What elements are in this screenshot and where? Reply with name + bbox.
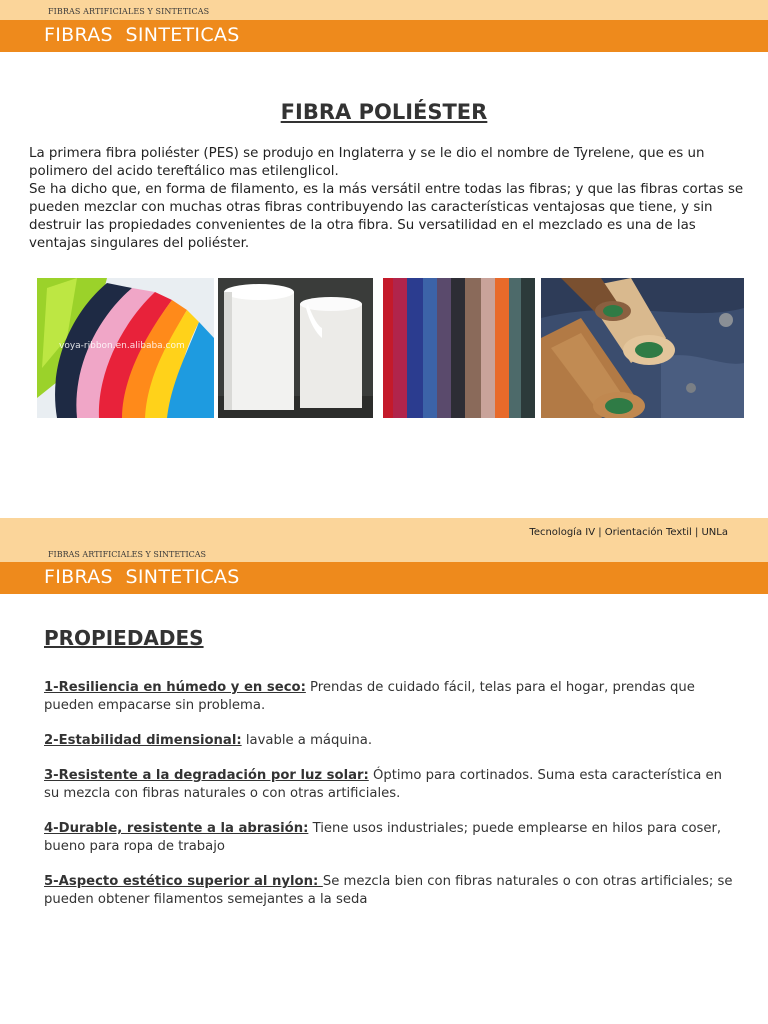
paragraph-1: La primera fibra poliéster (PES) se produjo en Inglaterra y se le dio el nombre de Tyrelene, que es un polimero del acido tereftálico mas etilenglicol.: [29, 146, 705, 179]
property-text: lavable a máquina.: [241, 733, 373, 748]
slide-divider-band: [0, 518, 768, 562]
slide2-header-bar: [0, 562, 768, 594]
slide2-title: PROPIEDADES: [44, 626, 204, 650]
property-text: Óptimo para cortinados. Suma esta característica en su mezcla con fibras naturales o con otras artificiales.: [44, 768, 722, 801]
paragraph-2: Se ha dicho que, en forma de filamento, es la más versátil entre todas las fibras; y que las fibras cortas se pueden mezclar con muchas otras fibras contribuyendo las características ventajosas que tiene, y sin destruir las propiedades convenientes de la otra fibra. Su versatilidad en el mezclado es una de las ventajas singulares del poliéster.: [29, 182, 744, 251]
property-heading: 1-Resiliencia en húmedo y en seco:: [44, 680, 306, 695]
fabric-swatches-photo: [383, 278, 535, 418]
property-heading: 2-Estabilidad dimensional:: [44, 733, 242, 748]
footer-credit: Tecnología IV | Orientación Textil | UNLa: [529, 527, 728, 538]
property-item: [44, 820, 734, 856]
property-item: [44, 767, 734, 803]
slide1-body: [29, 145, 757, 253]
property-text: Prendas de cuidado fácil, telas para el hogar, prendas que pueden empacarse sin problema.: [44, 680, 695, 713]
slide1-title: FIBRA POLIÉSTER: [280, 100, 488, 124]
slide1-header-small: FIBRAS ARTIFICIALES Y SINTETICAS: [48, 7, 210, 16]
property-text: Se mezcla bien con fibras naturales o con otras artificiales; se pueden obtener filamentos semejantes a la seda: [44, 874, 733, 907]
thread-spools-photo: [541, 278, 744, 418]
slide2-header-small: FIBRAS ARTIFICIALES Y SINTETICAS: [48, 550, 207, 559]
property-item: [44, 732, 734, 750]
slide1-header-bar: [0, 20, 768, 52]
slide1-header-title: FIBRAS SINTETICAS: [44, 24, 240, 46]
property-item: [44, 679, 734, 715]
property-heading: 5-Aspecto estético superior al nylon:: [44, 874, 323, 889]
property-heading: 3-Resistente a la degradación por luz solar:: [44, 768, 369, 783]
ribbons-photo: [37, 278, 214, 418]
white-rolls-photo: [218, 278, 373, 418]
property-text: Tiene usos industriales; puede emplearse en hilos para coser, bueno para ropa de trabajo: [44, 821, 722, 854]
property-heading: 4-Durable, resistente a la abrasión:: [44, 821, 309, 836]
slide2-header-title: FIBRAS SINTETICAS: [44, 566, 240, 588]
slide1-top-band: [0, 0, 768, 20]
property-item: [44, 873, 734, 909]
photo-strip: [0, 278, 768, 418]
photo-watermark: voya-ribbon.en.alibaba.com: [59, 341, 185, 351]
